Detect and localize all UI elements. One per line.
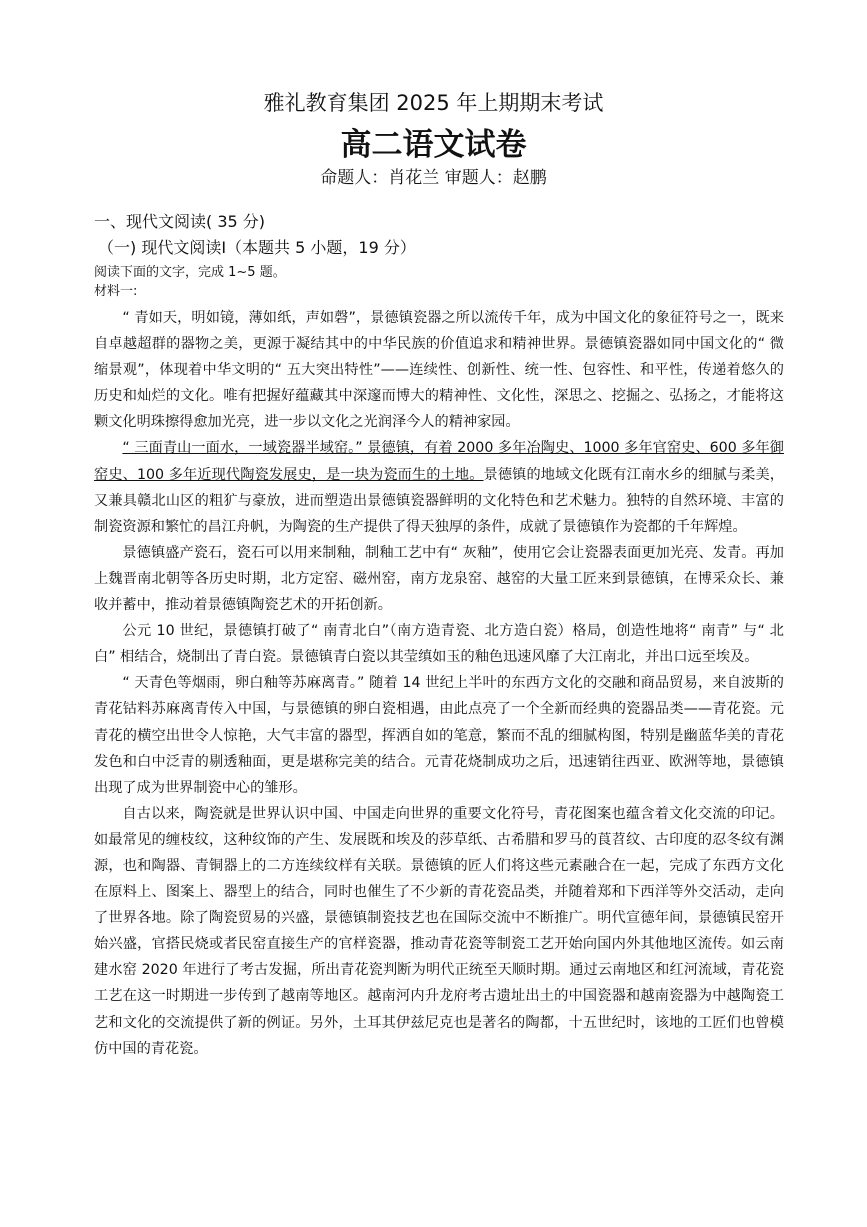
paragraph-3: 景德镇盛产瓷石，瓷石可以用来制釉，制釉工艺中有“ 灰釉”，使用它会让瓷器表面更加光亮、发青。再加上魏晋南北朝等各历史时期，北方定窑、磁州窑，南方龙泉窑、越窑的大量工匠来到景德镇，在博采众长、兼收并蓄中，推动着景德镇陶瓷艺术的开拓创新。 (94, 544, 784, 614)
exam-title: 高二语文试卷 (340, 127, 527, 163)
paragraph-5: “ 天青色等烟雨，卵白釉等苏麻离青。” 随着 14 世纪上半叶的东西方文化的交融和商品贸易，来自波斯的青花钴料苏麻离青传入中国，与景德镇的卵白瓷相遇，由此点亮了一个全新而经典的瓷器品类——青花瓷。元青花的横空出世令人惊艳，大气丰富的器型，挥洒自如的笔意，繁而不乱的细腻构图，特别是幽蓝华美的青花发色和白中泛青的剔透釉面，更是堪称完美的结合。元青花烧制成功之后，迅速销往西亚、欧洲等地，景德镇出现了成为世界制瓷中心的雏形。 (94, 675, 784, 796)
instruction-text: 阅读下面的文字，完成 1~5 题。 (94, 265, 286, 280)
underlined-sentence: “ 三面青山一面水，一域瓷器半域窑。” 景德镇，有着 2000 多年冶陶史、1000 多年官窑史、600 多年御窑史、100 多年近现代陶瓷发展史，是一块为瓷而生的土地。 (94, 440, 784, 483)
section-heading: 一、现代文阅读( 35 分) (94, 212, 266, 231)
exam-header-line: 雅礼教育集团 2025 年上期期末考试 (263, 91, 604, 115)
paragraph-4: 公元 10 世纪，景德镇打破了“ 南青北白”（南方造青瓷、北方造白瓷）格局，创造性地将“ 南青” 与“ 北白” 相结合，烧制出了青白瓷。景德镇青白瓷以其莹缜如玉的釉色迅速风靡了大江南北，并出口远至埃及。 (94, 623, 784, 666)
paragraph-2 (94, 435, 784, 539)
exam-byline: 命题人：肖花兰 审题人：赵鹏 (320, 168, 547, 188)
paragraph-1: “ 青如天，明如镜，薄如纸，声如磬”，景德镇瓷器之所以流传千年，成为中国文化的象征符号之一，既来自卓越超群的器物之美，更源于凝结其中的中华民族的价值追求和精神世界。景德镇瓷器如同中国文化的“ 微缩景观”，体现着中华文明的“ 五大突出特性”——连续性、创新性、统一性、包容性、和平性，传递着悠久的历史和灿烂的文化。唯有把握好蕴藏其中深邃而博大的精神性、文化性，深思之、挖掘之、弘扬之，才能将这颗文化明珠擦得愈加光亮，进一步以文化之光润泽今人的精神家园。 (94, 310, 784, 431)
section-subheading: （一) 现代文阅读Ⅰ（本题共 5 小题，19 分） (98, 238, 416, 257)
passage-body (94, 305, 784, 1062)
paragraph-2-rest: 景德镇的地域文化既有江南水乡的细腻与柔美，又兼具赣北山区的粗犷与豪放，进而塑造出景德镇瓷器鲜明的文化特色和艺术魅力。独特的自然环境、丰富的制瓷资源和繁忙的昌江舟帆，为陶瓷的生产提供了得天独厚的条件，成就了景德镇作为瓷都的千年辉煌。 (94, 466, 784, 535)
paragraph-6: 自古以来，陶瓷就是世界认识中国、中国走向世界的重要文化符号，青花图案也蕴含着文化交流的印记。如最常见的缠枝纹，这种纹饰的产生、发展既和埃及的莎草纸、古希腊和罗马的莨苕纹、古印度的忍冬纹有渊源，也和陶器、青铜器上的二方连续纹样有关联。景德镇的匠人们将这些元素融合在一起，完成了东西方文化在原料上、图案上、器型上的结合，同时也催生了不少新的青花瓷品类，并随着郑和下西洋等外交活动，走向了世界各地。除了陶瓷贸易的兴盛，景德镇制瓷技艺也在国际交流中不断推广。明代宣德年间，景德镇民窑开始兴盛，官搭民烧或者民窑直接生产的官样瓷器，推动青花瓷等制瓷工艺开始向国内外其他地区流传。如云南建水窑 2020 年进行了考古发掘，所出青花瓷判断为明代正统至天顺时期。通过云南地区和红河流域，青花瓷工艺在这一时期进一步传到了越南等地区。越南河内升龙府考古遗址出土的中国瓷器和越南瓷器为中越陶瓷工艺和文化的交流提供了新的例证。另外，土耳其伊兹尼克也是著名的陶都，十五世纪时，该地的工匠们也曾模仿中国的青花瓷。 (94, 805, 784, 1057)
material-label: 材料一: (94, 284, 138, 299)
